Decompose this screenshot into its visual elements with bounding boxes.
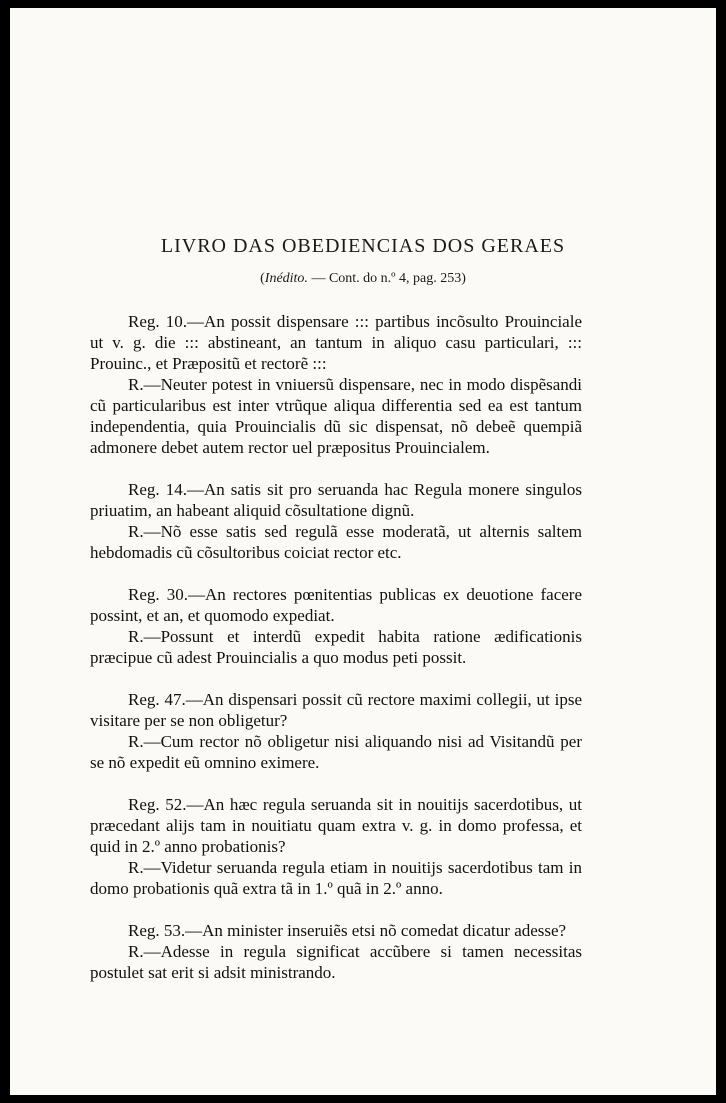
rule-question: Reg. 30.—An rectores pœnitentias publicas ex deuotione facere possint, et an, et quomodo expediat. bbox=[90, 585, 582, 625]
rule-entry-52 bbox=[90, 794, 582, 899]
rule-question: Reg. 53.—An minister inseruiẽs etsi nõ comedat dicatur adesse? bbox=[128, 921, 567, 940]
rule-answer: R.—Nõ esse satis sed regulã esse moderatã, ut alternis saltem hebdomadis cũ cõsultoribus coiciat rector etc. bbox=[90, 522, 582, 562]
page-subtitle bbox=[10, 271, 716, 287]
subtitle-open-paren: ( bbox=[260, 271, 265, 286]
document-page bbox=[10, 8, 716, 1095]
subtitle-italic: Inédito. bbox=[264, 271, 308, 286]
rule-question: Reg. 52.—An hæc regula seruanda sit in nouitijs sacerdotibus, ut præcedant alijs tam in nouitiatu quam extra v. g. in domo professa, et quid in 2.º anno probationis? bbox=[90, 795, 582, 856]
rule-entry-53 bbox=[90, 920, 582, 983]
rule-entry-30 bbox=[90, 584, 582, 668]
rule-answer: R.—Possunt et interdũ expedit habita ratione ædificationis præcipue cũ adest Prouincialis a quo modus peti possit. bbox=[90, 627, 582, 667]
document-body bbox=[90, 311, 582, 1004]
rule-question: Reg. 47.—An dispensari possit cũ rectore maximi collegii, ut ipse visitare per se non obligetur? bbox=[90, 690, 582, 730]
rule-question: Reg. 10.—An possit dispensare ::: partibus incõsulto Prouinciale ut v. g. die ::: abstineant, an tantum in aliquo casu particulari, ::: Prouinc., et Præpositũ et rectorẽ ::: bbox=[90, 312, 582, 373]
rule-answer: R.—Cum rector nõ obligetur nisi aliquando nisi ad Visitandũ per se nõ expedit eũ omnino eximere. bbox=[90, 732, 582, 772]
rule-answer: R.—Videtur seruanda regula etiam in nouitijs sacerdotibus tam in domo probationis quã extra tã in 1.º quã in 2.º anno. bbox=[90, 858, 582, 898]
rule-question: Reg. 14.—An satis sit pro seruanda hac Regula monere singulos priuatim, an habeant aliquid cõsultatione dignũ. bbox=[90, 480, 582, 520]
rule-entry-10 bbox=[90, 311, 582, 458]
rule-answer: R.—Neuter potest in vniuersũ dispensare, nec in modo dispẽsandi cũ particularibus est inter vtrũque aliqua differentia sed ea est tantum independentia, quia Prouincialis dũ sic dispensat, nõ debeẽ quempiã admonere debet autem rector uel præpositus Prouincialem. bbox=[90, 375, 582, 457]
rule-answer: R.—Adesse in regula significat accũbere si tamen necessitas postulet sat erit si adsit ministrando. bbox=[90, 942, 582, 982]
rule-entry-14 bbox=[90, 479, 582, 563]
subtitle-rest: — Cont. do n.º 4, pag. 253) bbox=[307, 271, 466, 286]
page-title: LIVRO DAS OBEDIENCIAS DOS GERAES bbox=[160, 235, 566, 257]
rule-entry-47 bbox=[90, 689, 582, 773]
